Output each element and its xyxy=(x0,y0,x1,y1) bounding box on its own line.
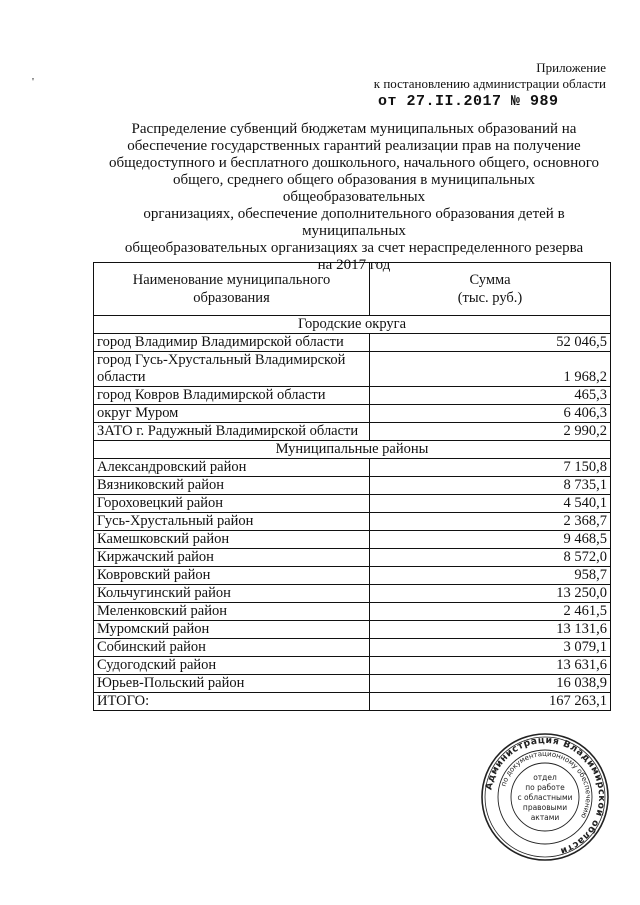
table-row xyxy=(94,423,611,441)
stamp-inner-line: с областными xyxy=(517,793,573,802)
row-name: город Гусь-Хрустальный Владимирской области xyxy=(94,352,370,387)
table-row xyxy=(94,603,611,621)
row-name: Камешковский район xyxy=(94,531,370,549)
document-title xyxy=(104,121,604,274)
table-row xyxy=(94,495,611,513)
table-row xyxy=(94,387,611,405)
document-number: от 27.II.2017 № 989 xyxy=(378,93,559,110)
appendix-label: Приложение xyxy=(536,60,606,75)
total-label: ИТОГО: xyxy=(94,693,370,711)
row-name: Судогодский район xyxy=(94,657,370,675)
row-name: ЗАТО г. Радужный Владимирской области xyxy=(94,423,370,441)
row-sum: 13 250,0 xyxy=(370,585,611,603)
total-sum: 167 263,1 xyxy=(370,693,611,711)
row-name: Гусь-Хрустальный район xyxy=(94,513,370,531)
row-sum: 958,7 xyxy=(370,567,611,585)
table-row xyxy=(94,459,611,477)
row-sum: 8 735,1 xyxy=(370,477,611,495)
row-name: Юрьев-Польский район xyxy=(94,675,370,693)
appendix-reference: к постановлению администрации области xyxy=(373,76,606,91)
total-row xyxy=(94,693,611,711)
table-row xyxy=(94,657,611,675)
city-rows xyxy=(94,334,611,441)
table-row xyxy=(94,405,611,423)
row-name: Киржачский район xyxy=(94,549,370,567)
column-header-sum-line: (тыс. руб.) xyxy=(457,290,523,306)
row-name: Александровский район xyxy=(94,459,370,477)
stamp-inner-line: отдел xyxy=(533,773,557,782)
stamp-inner-line: правовыми xyxy=(522,803,568,812)
column-header-name-line: Наименование муниципального xyxy=(132,272,331,288)
row-sum: 8 572,0 xyxy=(370,549,611,567)
row-sum: 16 038,9 xyxy=(370,675,611,693)
row-sum: 2 368,7 xyxy=(370,513,611,531)
row-name: Ковровский район xyxy=(94,567,370,585)
section-label: Городские округа xyxy=(94,316,611,334)
row-name: город Ковров Владимирской области xyxy=(94,387,370,405)
title-line: общего, среднего общего образования в муниципальных общеобразовательных xyxy=(172,172,535,205)
row-name: Кольчугинский район xyxy=(94,585,370,603)
column-header-sum-line: Сумма xyxy=(469,272,511,288)
row-sum: 6 406,3 xyxy=(370,405,611,423)
row-sum: 465,3 xyxy=(370,387,611,405)
table-row xyxy=(94,477,611,495)
row-sum: 2 461,5 xyxy=(370,603,611,621)
table-row xyxy=(94,549,611,567)
row-sum: 13 131,6 xyxy=(370,621,611,639)
column-header-sum xyxy=(370,263,611,316)
district-rows xyxy=(94,459,611,693)
stamp-outer-text: Администрация Владимирской области xyxy=(483,734,608,857)
row-sum: 9 468,5 xyxy=(370,531,611,549)
column-header-name-line: образования xyxy=(193,290,270,306)
table-row xyxy=(94,567,611,585)
row-name: город Владимир Владимирской области xyxy=(94,334,370,352)
row-sum: 52 046,5 xyxy=(370,334,611,352)
row-name: округ Муром xyxy=(94,405,370,423)
row-sum: 3 079,1 xyxy=(370,639,611,657)
table-header-row xyxy=(94,263,611,316)
stamp-inner-line: по работе xyxy=(525,783,565,792)
title-line: Распределение субвенций бюджетам муниципальных образований на xyxy=(131,121,577,137)
table-row xyxy=(94,513,611,531)
row-sum: 4 540,1 xyxy=(370,495,611,513)
title-line: общеобразовательных организациях за счет нераспределенного резерва xyxy=(124,240,584,256)
section-label: Муниципальные районы xyxy=(94,441,611,459)
row-sum: 13 631,6 xyxy=(370,657,611,675)
row-name: Вязниковский район xyxy=(94,477,370,495)
stray-mark: ' xyxy=(32,76,34,88)
stamp-middle-text: по документационному обеспечению xyxy=(499,749,593,820)
row-name: Собинский район xyxy=(94,639,370,657)
table-row xyxy=(94,585,611,603)
section-row-district xyxy=(94,441,611,459)
title-line: на 2017 год xyxy=(317,257,391,273)
stamp-inner-line: актами xyxy=(530,813,560,822)
row-sum: 1 968,2 xyxy=(370,352,611,387)
title-line: общедоступного и бесплатного дошкольного, начального общего, основного xyxy=(108,155,600,171)
row-name: Гороховецкий район xyxy=(94,495,370,513)
column-header-name xyxy=(94,263,370,316)
row-sum: 2 990,2 xyxy=(370,423,611,441)
table-row xyxy=(94,531,611,549)
subvention-table xyxy=(93,262,611,711)
table-row xyxy=(94,352,611,387)
appendix-header xyxy=(372,60,606,110)
table-row xyxy=(94,639,611,657)
row-name: Муромский район xyxy=(94,621,370,639)
row-name: Меленковский район xyxy=(94,603,370,621)
official-stamp xyxy=(480,732,610,862)
title-line: организациях, обеспечение дополнительного образования детей в муниципальных xyxy=(143,206,565,239)
table-row xyxy=(94,675,611,693)
row-sum: 7 150,8 xyxy=(370,459,611,477)
title-line: обеспечение государственных гарантий реализации прав на получение xyxy=(127,138,581,154)
section-row-city xyxy=(94,316,611,334)
table-row xyxy=(94,334,611,352)
table-row xyxy=(94,621,611,639)
